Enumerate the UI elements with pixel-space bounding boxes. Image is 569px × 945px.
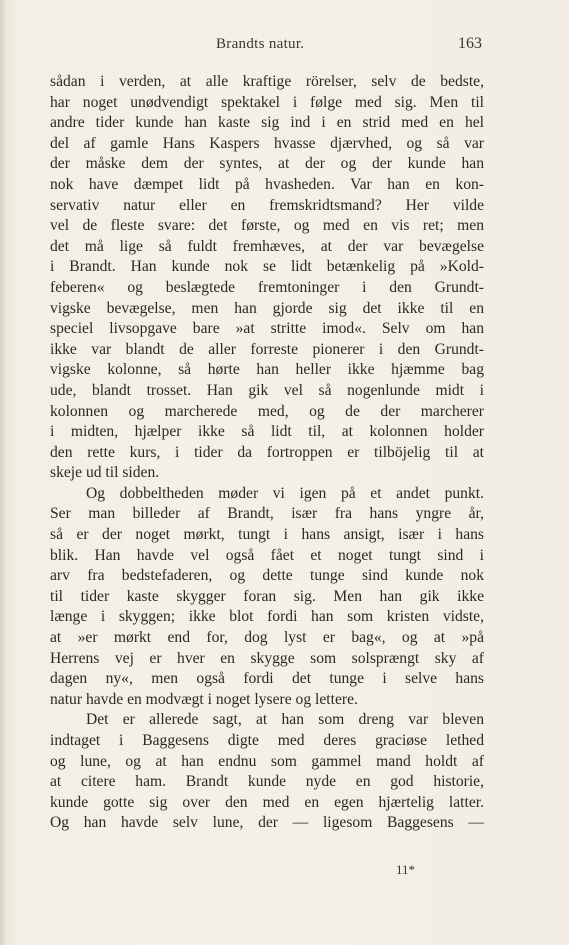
text-line: Herrens vej er hver en skygge som solsprængt sky af — [50, 649, 484, 667]
running-head — [0, 36, 569, 56]
text-line: der måske dem der syntes, at der og der kunde han — [50, 155, 484, 173]
text-line: natur havde en modvægt i noget lysere og lettere. — [50, 690, 358, 708]
text-line: længe i skyggen; ikke blot fordi han som kristen vidste, — [50, 608, 484, 626]
text-line: vel de fleste svare: det første, og med en vis ret; men — [50, 217, 484, 235]
text-line: feberen« og beslægtede fremtoninger i den Grundt- — [50, 278, 484, 296]
text-line: og lune, og at han endnu som gammel mand holdt af — [50, 752, 484, 770]
text-line: at »er mørkt end for, dog lyst er bag«, og at »på — [50, 629, 484, 647]
text-line: dagen ny«, men også fordi det tunge i selve hans — [50, 670, 484, 688]
text-line: at citere ham. Brandt kunde nyde en god historie, — [50, 773, 484, 791]
text-line: vigske kolonne, så hørte han heller ikke hjæmme bag — [50, 361, 484, 379]
text-line: blik. Han havde vel også fået et noget tungt sind i — [50, 546, 484, 564]
signature-mark: 11* — [396, 862, 416, 877]
text-line: vigske bevægelse, men han gjorde sig det ikke til en — [50, 299, 484, 317]
page-gutter-shadow — [0, 0, 6, 945]
text-line: det må lige så fuldt fremhæves, at der var bevægelse — [50, 237, 484, 255]
text-line: del af gamle Hans Kaspers hvasse djærvhed, og så var — [50, 134, 484, 152]
text-line: skeje ud til siden. — [50, 464, 160, 482]
text-line: til tider kaste skygger foran sig. Men han gik ikke — [50, 587, 484, 605]
text-line: ude, blandt trosset. Han gik vel så nogenlunde midt i — [50, 381, 484, 399]
text-line: så er der noget mørkt, tungt i hans ansigt, især i hans — [50, 526, 484, 544]
text-line: Ser man billeder af Brandt, især fra hans yngre år, — [50, 505, 484, 523]
text-line: i midten, hjælper ikke så lidt til, at kolonnen holder — [50, 423, 484, 441]
text-line: indtaget i Baggesens digte med deres graciøse lethed — [50, 732, 484, 749]
text-line: speciel livsopgave bare »at stritte imod«. Selv om han — [50, 320, 484, 338]
text-line: den rette kurs, i tider da fortroppen er tilböjelig til at — [50, 443, 484, 461]
text-line: ikke var blandt de aller forreste pionerer i den Grundt- — [50, 340, 484, 358]
text-line: sådan i verden, at alle kraftige rörelser, selv de bedste, — [50, 73, 484, 90]
text-line: andre tider kunde han kaste sig ind i en strid med en hel — [50, 114, 484, 132]
text-line: Det er allerede sagt, at han som dreng var bleven — [86, 711, 484, 729]
running-head-title: Brandts natur. — [216, 36, 305, 52]
text-line: arv fra bedstefaderen, og dette tunge sind kunde nok — [50, 567, 484, 585]
text-line: Og han havde selv lune, der — ligesom Baggesens — — [50, 814, 484, 832]
text-line: har noget unødvendigt spektakel i følge med sig. Men til — [50, 93, 484, 111]
text-line: servativ natur eller en fremskridtsmand? Her vilde — [50, 196, 484, 214]
body-text — [50, 72, 484, 834]
text-line: Og dobbeltheden møder vi igen på et andet punkt. — [86, 484, 484, 502]
text-line: kunde gotte sig over den med en egen hjærtelig latter. — [50, 793, 484, 811]
page-number: 163 — [458, 35, 482, 52]
text-line: i Brandt. Han kunde nok se lidt betænkelig på »Kold- — [50, 258, 484, 276]
text-line: kolonnen og marcherede med, og de der marcherer — [50, 402, 484, 420]
text-line: nok have dæmpet lidt på hvasheden. Var han en kon- — [50, 175, 484, 193]
